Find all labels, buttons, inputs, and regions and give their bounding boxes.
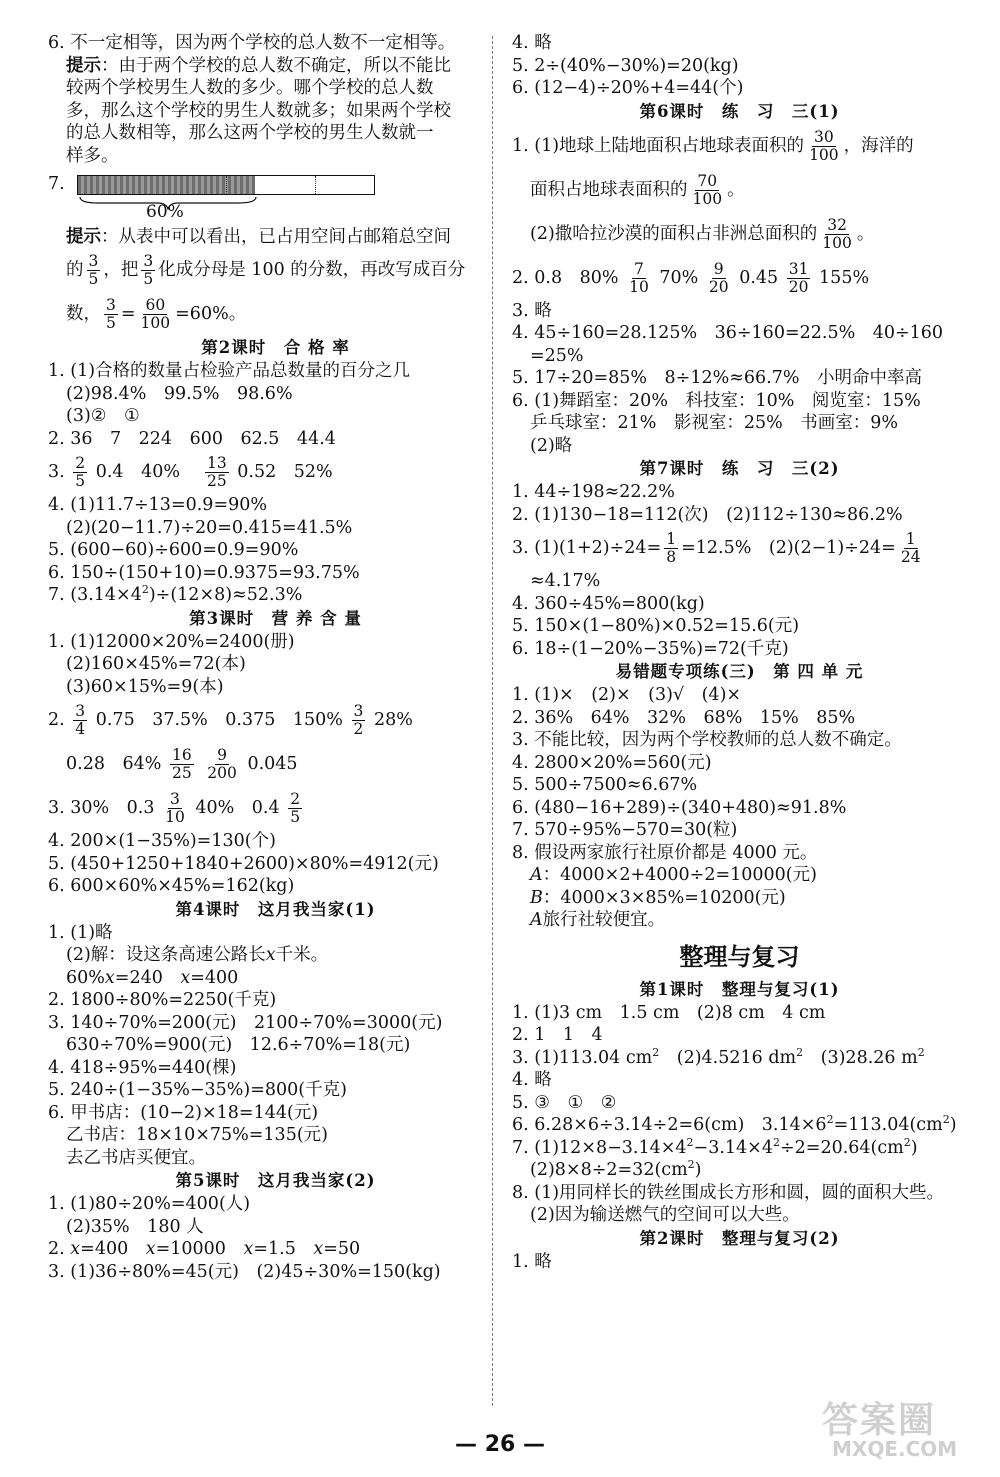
watermark-logo [822,1392,992,1468]
fraction: $\frac{2}{5}$ [75,454,86,490]
answer-line: 较两个学校男生人数的多少。哪个学校的总人数 [66,78,434,98]
section-lesson-2: 第2课时 合 格 率 1. (1)合格的数量占检验产品总数量的百分之几 (2)98.4% 99.5% 98.6% (3)② ① 2. 36 7 224 600 62.5 44.4 3. $\frac{2}{5}$ 0.4 40% $\frac{13}{25}$ 0.52 52% 4. (1)11.7÷13=0.9=90% (2)(20−11.7)÷20=0.415=41.5% 5. (600−60)÷600=0.9=90% 6. 150÷(150+10)=0.9375=93.75% 7. $(3.14\times 4^2)\div(12\times 8)\approx 52.3\%$ [48,336,503,607]
answer-line: 5. (450+1250+1840+2600)×80%=4912(元) [48,853,439,874]
answer-line: 2. x=400 x=10000 x=1.5 x=50 [48,1239,361,1259]
answer-line: (2)98.4% 99.5% 98.6% [66,383,293,404]
answer-line: 乙书店：18×10×75%=135(元) [66,1125,328,1145]
fraction: $\frac{1}{8}$ [666,530,677,566]
fraction: $\frac{2}{5}$ [290,790,301,826]
answer-line: (2)(20−11.7)÷20=0.415=41.5% [66,517,353,538]
answer-line: (3)60×15%=9(本) [66,676,224,697]
answer-line: 5. (600−60)÷600=0.9=90% [48,540,299,560]
answer-line: =25% [530,345,584,366]
answer-line: 4. 200×(1−35%)=130(个) [48,831,276,851]
section-title: 第3课时 营 养 含 量 [189,608,362,628]
hint-label: 提示 [66,55,101,76]
answer-6 [48,32,503,167]
fraction: $\frac{3}{5}$ [143,252,154,288]
answer-line: ≈4.17% [530,571,601,591]
watermark-url: MXQE.COM [832,1437,958,1461]
answer-line: 4. 2800×20%=560(元) [512,752,712,773]
answer-number: 7. [48,174,65,194]
answer-line: 8. (1)用同样长的铁丝围成长方形和圆，圆的面积大些。 [512,1182,945,1203]
section-title: 第5课时 这月我当家(2) [175,1171,376,1190]
answer-line: 7. $(3.14\times 4^2)\div(12\times 8)\approx 52.3\%$ [48,583,303,605]
answer-line: 630÷70%=900(元) 12.6÷70%=18(元) [66,1035,411,1055]
bar-tick [226,176,227,194]
answer-line: 6. 不一定相等，因为两个学校的总人数不一定相等。 [48,33,456,53]
fraction: $\frac{9}{20}$ [708,259,729,296]
answer-line: 5. 240÷(1−35%−35%)=800(千克) [48,1080,347,1100]
fraction: $\frac{13}{25}$ [206,454,227,490]
review-heading: 整理与复习 [679,942,800,971]
answer-line: 2. 1 1 4 [512,1025,603,1045]
answer-line: 1. 略 [512,1251,552,1272]
left-column [48,32,503,1283]
answer-line: 4. 略 [512,33,552,53]
answer-line: 3. (1)113.04 $cm^2$ (2)4.5216 $dm^2$ (3)28.26 $m^2$ [512,1045,925,1068]
answer-line: 4. 略 [512,1070,552,1090]
answer-line: 5. 17÷20=85% 8÷12%≈66.7% 小明命中率高 [512,368,922,388]
answer-line: (2)160×45%=72(本) [66,654,246,674]
section-lesson-6: 第6课时 练 习 三(1) 1. (1)地球上陆地面积占地球表面积的 $\frac{30}{100}$ ，海洋的 面积占地球表面积的 $\frac{70}{100}$ 。 (2)撒哈拉沙漠的面积占非洲总面积的 $\frac{32}{100}$ 。 2. 0.8 80% $\frac{7}{10}$ 70% $\frac{9}{20}$ 0.45 $\frac{31}{20}$ 155% 3. 略 4. 45÷160=28.125% 36÷160=22.5% 40÷160 =25% 5. 17÷20=85% 8÷12%≈66.7% 小明命中率高 6. (1)舞蹈室：20% 科技室：10% 阅览室：15% 乒乓球室：21% 影视室：25% 书画室：9% (2)略 [512,100,967,458]
answer-line: 去乙书店买便宜。 [66,1147,206,1168]
answer-line: 6. 18÷(1−20%−35%)=72(千克) [512,638,789,659]
answer-line: 4. (1)11.7÷13=0.9=90% [48,495,267,515]
section-error-practice [512,660,967,932]
answer-line: 1. (1)12000×20%=2400(册) [48,631,295,652]
answer-line: ：由于两个学校的总人数不确定，所以不能比 [101,55,451,76]
answer-line: 6. (480−16+289)÷(340+480)≈91.8% [512,797,847,818]
answer-line: A：4000×2+4000÷2=10000(元) [530,865,817,885]
percent-brace [78,196,258,220]
answer-line: 6. 150÷(150+10)=0.9375=93.75% [48,562,360,583]
fraction: $\frac{9}{200}$ [207,746,237,782]
watermark-text: 答案圈 [822,1400,937,1441]
answer-line: 2. 36% 64% 32% 68% 15% 85% [512,707,856,728]
section-title: 易错题专项练(三) 第 四 单 元 [615,662,864,681]
answer-line: 60%x=240 x=400 [66,967,239,988]
answer-line: 5. 2÷(40%−30%)=20(kg) [512,55,739,76]
answer-line: 5. ③ ① ② [512,1092,617,1113]
section-lesson-4 [48,898,503,1170]
answer-line: 1. (1)80÷20%=400(人) [48,1194,251,1214]
answer-line: A旅行社较便宜。 [530,910,666,930]
answer-line: 1. 44÷198≈22.2% [512,482,675,502]
answer-line: 多，那么这个学校的男生人数就多；如果两个学校 [66,100,451,121]
answer-line: (3)② ① [66,406,140,426]
answer-line: $(2)8\times 8\div 2=32(cm^2)$ [530,1158,702,1180]
section-title: 第2课时 合 格 率 [201,338,350,357]
answer-line: 乒乓球室：21% 影视室：25% 书画室：9% [530,413,899,433]
bar-tick [315,176,316,194]
answer-line: (2)35% 180 人 [66,1216,204,1237]
section-title: 第7课时 练 习 三(2) [639,459,840,478]
section-lesson-5 [48,1169,503,1283]
hint-label: 提示 [66,226,101,247]
answer-line: 3. (1)36÷80%=45(元) (2)45÷30%=150(kg) [48,1261,441,1282]
fraction: $\frac{16}{25}$ [171,746,192,782]
fraction: $\frac{3}{5}$ [106,296,116,332]
answer-line: ：从表中可以看出，已占用空间占邮箱总空间 [101,226,451,247]
answer-line: 6. 600×60%×45%=162(kg) [48,876,295,896]
fraction: $\frac{30}{100}$ [809,127,839,164]
answer-line: 5. 500÷7500≈6.67% [512,775,698,795]
section-title: 第1课时 整理与复习(1) [639,979,840,999]
answer-line: 6. 甲书店：(10−2)×18=144(元) [48,1102,319,1123]
answer-line: 6. 6.28×6÷3.14÷2=6(cm) $3.14\times 6^2=113.04(cm^2)$ [512,1113,957,1135]
answer-line: 样多。 [66,145,119,166]
right-column [512,32,967,1273]
answer-line: B：4000×3×85%=10200(元) [530,887,786,908]
answer-line: 1. (1)× (2)× (3)√ (4)× [512,685,742,705]
answer-line: 8. 假设两家旅行社原价都是 4000 元。 [512,842,818,863]
answer-line: 4. 45÷160=28.125% 36÷160=22.5% 40÷160 [512,323,944,343]
answer-line: 7. $(1)12\times 8-3.14\times 4^2-3.14\times 4^2\div 2=20.64(cm^2)$ [512,1135,918,1158]
answer-line: 3. 略 [512,300,552,321]
answer-line: 7. 570÷95%−570=30(粒) [512,820,738,840]
section-lesson-7: 第7课时 练 习 三(2) 1. 44÷198≈22.2% 2. (1)130−18=112(次) (2)112÷130≈86.2% 3. (1)(1+2)÷24= $\frac{1}{8}$ =12.5% (2)(2−1)÷24= $\frac{1}{24}$ ≈4.17% 4. 360÷45%=800(kg) 5. 150×(1−80%)×0.52=15.6(元) 6. 18÷(1−20%−35%)=72(千克) [512,457,967,660]
answer-line: (2)因为输送燃气的空间可以大些。 [530,1205,800,1225]
answer-line: 1. (1)合格的数量占检验产品总数量的百分之几 [48,361,411,381]
answer-7: 7. 60% 提示：从表中可以看出，已占用空间占邮箱总空间 的 $\frac{3}{5}$ ，把 $\frac{3}{5}$ 化成分母是 100 的分数，再改写成百分 数， $\frac{3}{5}$ = $\frac{60}{100}$ =60%。 [48,174,466,332]
fraction: $\frac{70}{100}$ [692,171,723,208]
answer-line: 2. 1800÷80%=2250(千克) [48,990,277,1010]
section-title: 第2课时 整理与复习(2) [639,1228,840,1248]
answer-line: 6. (12−4)÷20%+4=44(个) [512,78,744,98]
answer-line: (2)略 [530,435,573,456]
answer-line: 4. 360÷45%=800(kg) [512,593,705,614]
storage-bar-fill [78,176,256,194]
fraction: $\frac{7}{10}$ [629,259,649,296]
brace-label: 60% [146,201,184,222]
answer-line: (2)解：设这条高速公路长x千米。 [66,945,329,965]
fraction: $\frac{31}{20}$ [788,259,809,296]
fraction: $\frac{3}{5}$ [88,252,99,288]
answer-line: 的总人数相等，那么这两个学校的男生人数就一 [66,123,434,143]
fraction: $\frac{3}{10}$ [165,790,185,826]
answer-line: 5. 150×(1−80%)×0.52=15.6(元) [512,616,800,636]
answer-line: 3. 不能比较，因为两个学校教师的总人数不确定。 [512,730,902,750]
section-lesson-3: 第3课时 营 养 含 量 1. (1)12000×20%=2400(册) (2)160×45%=72(本) (3)60×15%=9(本) 2. $\frac{3}{4}$ 0.75 37.5% 0.375 150% $\frac{3}{2}$ 28% 0.28 64% $\frac{16}{25}$ $\frac{9}{200}$ 0.045 3. 30% 0.3 $\frac{3}{10}$ 40% 0.4 $\frac{2}{5}$ 4. 200×(1−35%)=130(个) 5. (450+1250+1840+2600)×80%=4912(元) 6. 600×60%×45%=162(kg) [48,607,503,898]
section-title: 第4课时 这月我当家(1) [175,899,376,919]
answer-line: 6. (1)舞蹈室：20% 科技室：10% 阅览室：15% [512,390,921,411]
fraction: $\frac{3}{4}$ [75,702,86,738]
answer-line: 1. (1)3 cm 1.5 cm (2)8 cm 4 cm [512,1002,826,1023]
section-review-2 [512,1227,967,1274]
fraction: $\frac{1}{24}$ [900,530,921,566]
page-number: — 26 — [455,1432,545,1457]
fraction: $\frac{60}{100}$ [140,296,171,332]
answer-line: 4. 418÷95%=440(棵) [48,1057,237,1078]
answer-line: 2. 36 7 224 600 62.5 44.4 [48,428,336,449]
fraction: $\frac{3}{2}$ [353,702,364,738]
storage-bar [77,175,375,195]
section-review-1 [512,978,967,1227]
answers-continued [512,32,967,100]
answer-line: 1. (1)略 [48,922,113,943]
fraction: $\frac{32}{100}$ [822,215,852,252]
answer-line: 3. 140÷70%=200(元) 2100÷70%=3000(元) [48,1012,443,1033]
answer-line: 2. (1)130−18=112(次) (2)112÷130≈86.2% [512,504,903,525]
section-title: 第6课时 练 习 三(1) [639,101,840,121]
